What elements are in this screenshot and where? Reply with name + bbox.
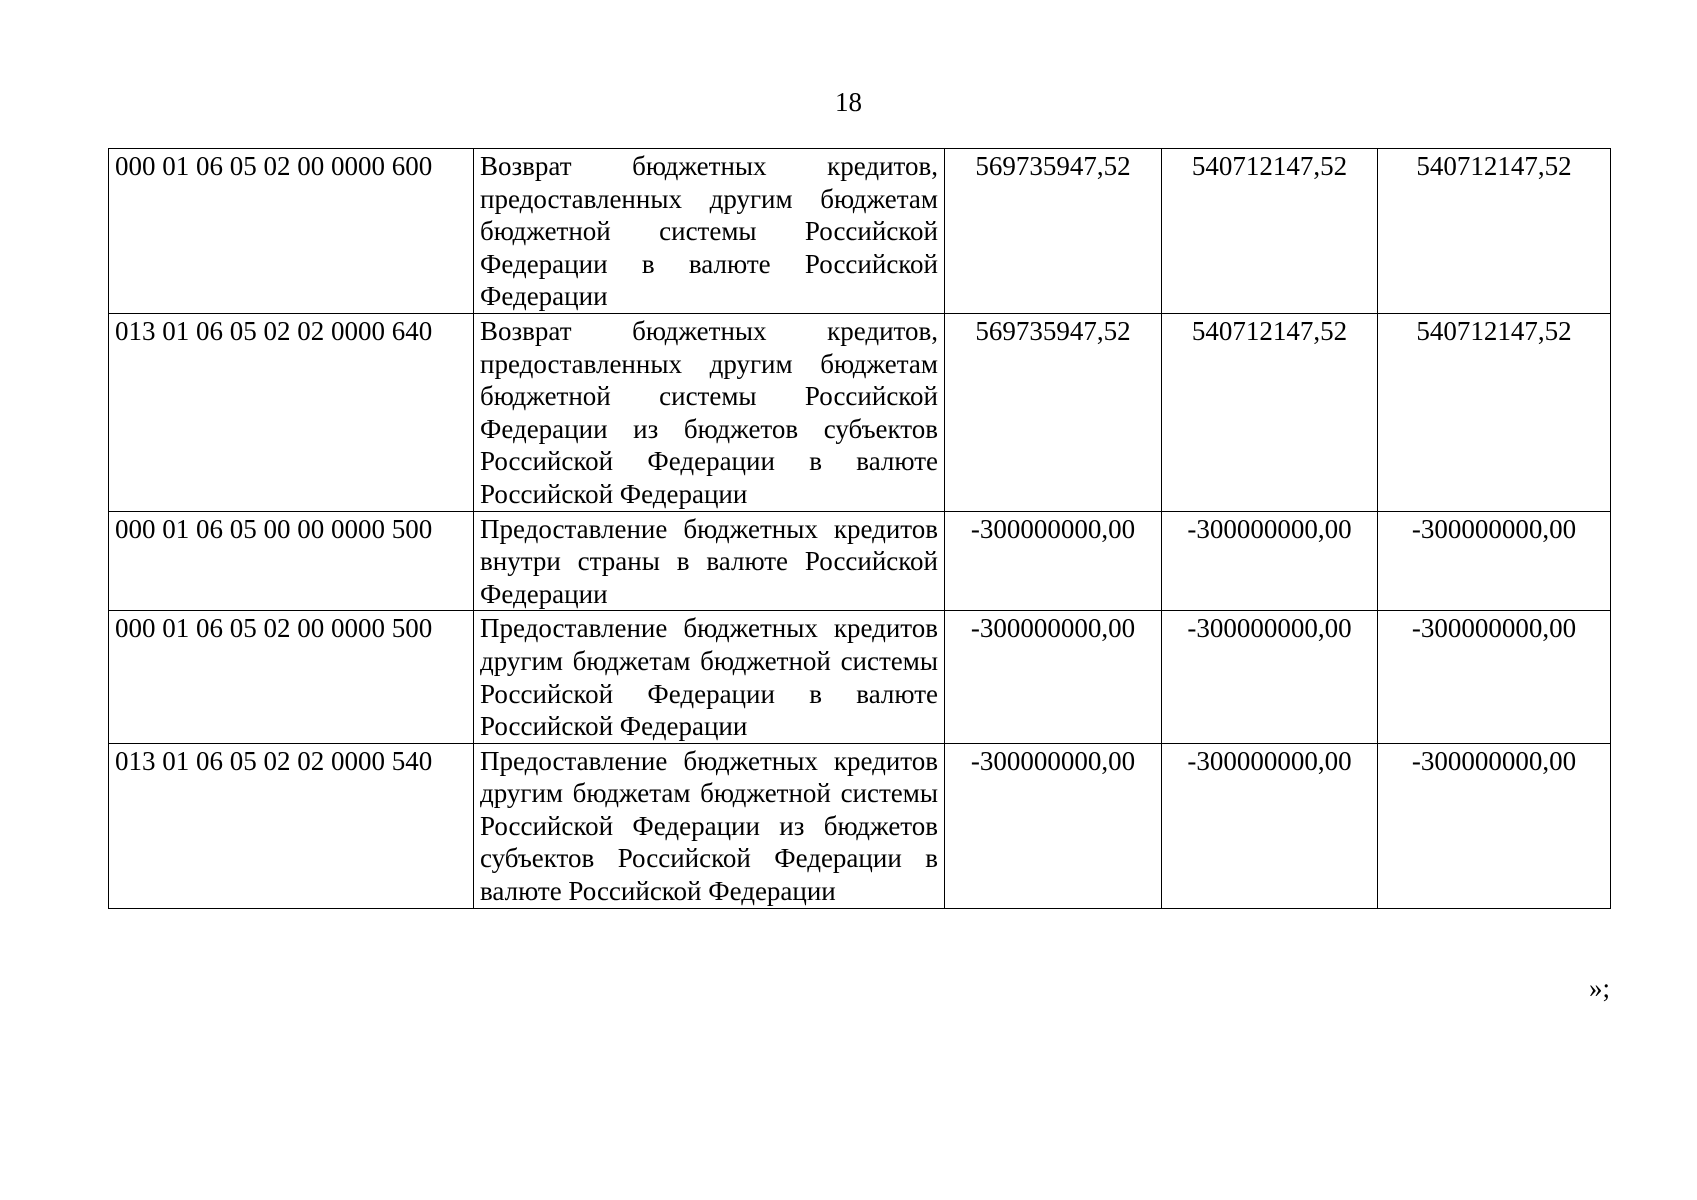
value-cell-year-1: -300000000,00 [945, 611, 1162, 743]
table-row [109, 511, 1611, 611]
budget-code-cell: 000 01 06 05 02 00 0000 600 [109, 149, 474, 314]
budget-code-cell: 013 01 06 05 02 02 0000 640 [109, 313, 474, 511]
value-cell-year-2: -300000000,00 [1162, 743, 1378, 908]
value-cell-year-1: -300000000,00 [945, 743, 1162, 908]
value-cell-year-2: 540712147,52 [1162, 149, 1378, 314]
value-cell-year-3: -300000000,00 [1378, 511, 1611, 611]
item-name-cell: Возврат бюджетных кредитов, предоставленных другим бюджетам бюджетной системы Российской Федерации в валюте Российской Федерации [474, 149, 945, 314]
value-cell-year-2: 540712147,52 [1162, 313, 1378, 511]
value-cell-year-2: -300000000,00 [1162, 511, 1378, 611]
item-name-cell: Предоставление бюджетных кредитов другим бюджетам бюджетной системы Российской Федерации в валюте Российской Федерации [474, 611, 945, 743]
closing-quote-mark: »; [1588, 973, 1610, 1003]
value-cell-year-1: -300000000,00 [945, 511, 1162, 611]
page-number: 18 [835, 87, 862, 117]
item-name-cell: Предоставление бюджетных кредитов внутри страны в валюте Российской Федерации [474, 511, 945, 611]
value-cell-year-3: -300000000,00 [1378, 743, 1611, 908]
table-row [109, 149, 1611, 314]
table-row [109, 611, 1611, 743]
budget-table [108, 148, 1611, 909]
table-row [109, 743, 1611, 908]
value-cell-year-1: 569735947,52 [945, 313, 1162, 511]
budget-code-cell: 000 01 06 05 02 00 0000 500 [109, 611, 474, 743]
budget-code-cell: 000 01 06 05 00 00 0000 500 [109, 511, 474, 611]
value-cell-year-1: 569735947,52 [945, 149, 1162, 314]
value-cell-year-3: 540712147,52 [1378, 149, 1611, 314]
budget-code-cell: 013 01 06 05 02 02 0000 540 [109, 743, 474, 908]
table-row [109, 313, 1611, 511]
value-cell-year-3: -300000000,00 [1378, 611, 1611, 743]
value-cell-year-2: -300000000,00 [1162, 611, 1378, 743]
item-name-cell: Возврат бюджетных кредитов, предоставленных другим бюджетам бюджетной системы Российской Федерации из бюджетов субъектов Российской Федерации в валюте Российской Федерации [474, 313, 945, 511]
item-name-cell: Предоставление бюджетных кредитов другим бюджетам бюджетной системы Российской Федерации из бюджетов субъектов Российской Федерации в валюте Российской Федерации [474, 743, 945, 908]
value-cell-year-3: 540712147,52 [1378, 313, 1611, 511]
